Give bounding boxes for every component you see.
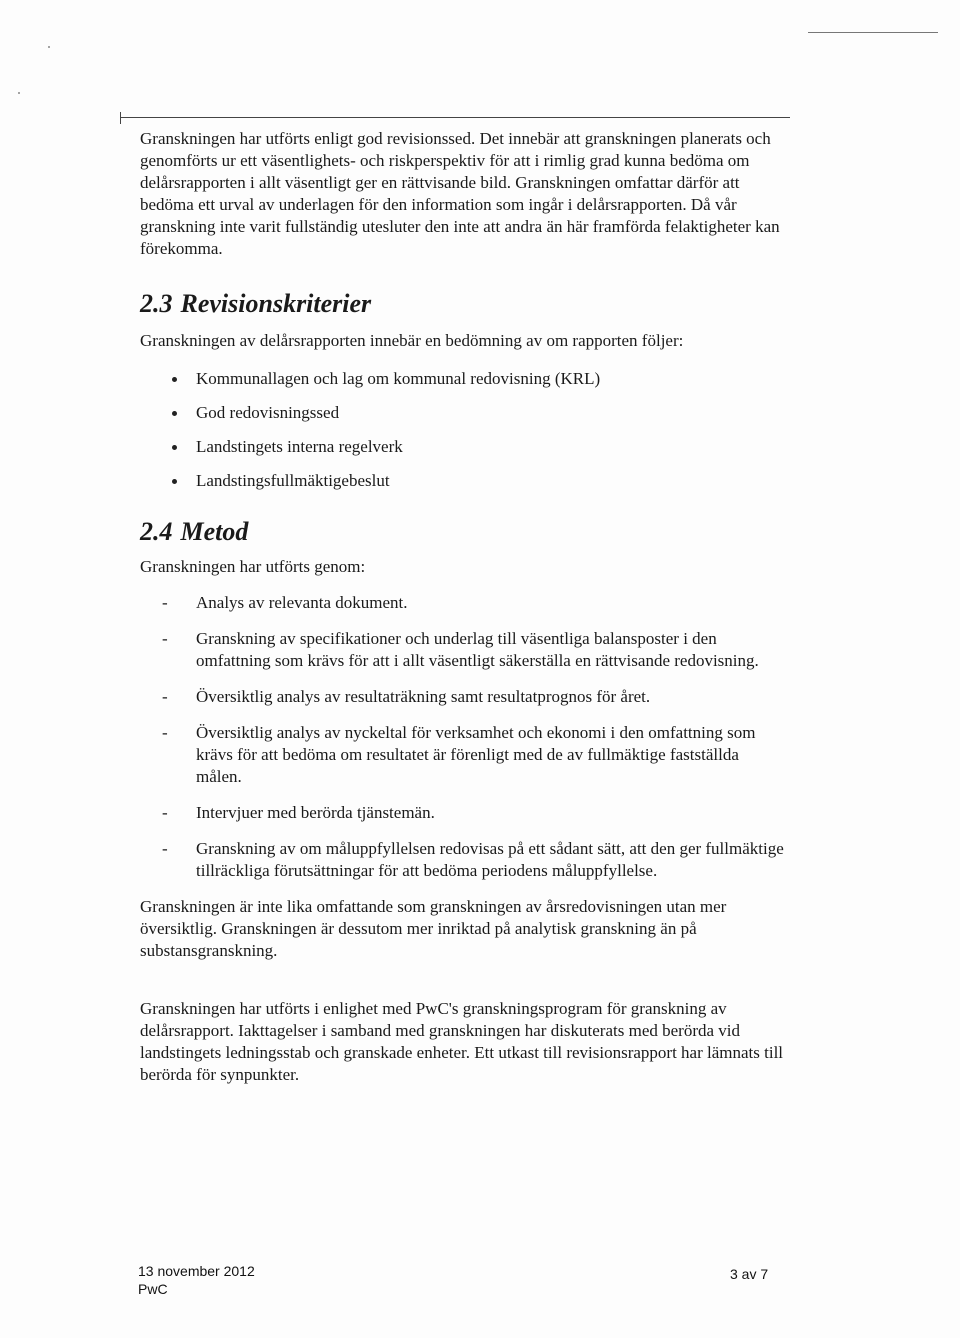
list-item: Landstingsfullmäktigebeslut: [140, 470, 790, 492]
method-intro: Granskningen har utförts genom:: [140, 557, 366, 576]
section-number: 2.3: [140, 289, 173, 318]
page-number: 3 av 7: [730, 1266, 769, 1282]
section-number: 2.4: [140, 517, 173, 546]
list-item: - Granskning av om måluppfyllelsen redovisas på ett sådant sätt, att den ger fullmäktige tillräckliga förutsättningar för att bedöma periodens måluppfyllelse.: [140, 838, 786, 882]
intro-paragraph: Granskningen har utförts enligt god revisionssed. Det innebär att granskningen planerats och genomförts ur ett väsentlighets- och riskperspektiv för att i rimlig grad kunna bedöma om delårsrapporten i allt väsentligt ger en rättvisande bild. Granskningen omfattar därför att bedöma ett urval av underlagen för den information som ingår i delårsrapporten. Då vår granskning inte varit fullständig utesluter den inte att andra än här framförda felaktigheter kan förekomma.: [140, 129, 780, 258]
footer-company: PwC: [138, 1281, 168, 1297]
list-item: - Granskning av specifikationer och underlag till väsentliga balansposter i den omfattning som krävs för att i allt väsentligt säkerställa en rättvisande redovisning.: [140, 628, 786, 672]
list-item: - Intervjuer med berörda tjänstemän.: [140, 802, 786, 824]
section-heading-criteria: [140, 288, 790, 320]
scan-speck: [48, 46, 50, 48]
list-item: - Översiktlig analys av nyckeltal för verksamhet och ekonomi i den omfattning som krävs för att bedöma om resultatet är förenligt med de av fullmäktige fastställda målen.: [140, 722, 786, 788]
list-item: - Analys av relevanta dokument.: [140, 592, 786, 614]
list-item: Landstingets interna regelverk: [140, 436, 790, 458]
section-title: Metod: [180, 517, 249, 546]
footer-date: 13 november 2012: [138, 1263, 255, 1279]
page-content: [140, 128, 790, 1086]
list-item: God redovisningssed: [140, 402, 790, 424]
criteria-intro: Granskningen av delårsrapporten innebär en bedömning av om rapporten följer:: [140, 331, 684, 350]
corner-rule: [808, 32, 938, 33]
program-paragraph: Granskningen har utförts i enlighet med PwC's granskningsprogram för granskning av delårsrapport. Iakttagelser i samband med granskningen har diskuterats med berörda vid landstingets ledningsstab och granskade enheter. Ett utkast till revisionsrapport har lämnats till berörda för synpunkter.: [140, 999, 784, 1084]
top-rule: [120, 117, 790, 118]
section-heading-method: [140, 516, 790, 548]
list-item: - Översiktlig analys av resultaträkning samt resultatprognos för året.: [140, 686, 786, 708]
section-title: Revisionskriterier: [180, 289, 372, 318]
footer-left: [138, 1262, 255, 1298]
criteria-list: [140, 368, 790, 492]
method-list: [140, 592, 790, 882]
top-rule-tick: [120, 112, 121, 124]
scan-speck: [18, 92, 20, 94]
scope-paragraph: Granskningen är inte lika omfattande som granskningen av årsredovisningen utan mer översiktlig. Granskningen är dessutom mer inriktad på analytisk granskning än på substansgranskning.: [140, 897, 727, 960]
list-item: Kommunallagen och lag om kommunal redovisning (KRL): [140, 368, 790, 390]
